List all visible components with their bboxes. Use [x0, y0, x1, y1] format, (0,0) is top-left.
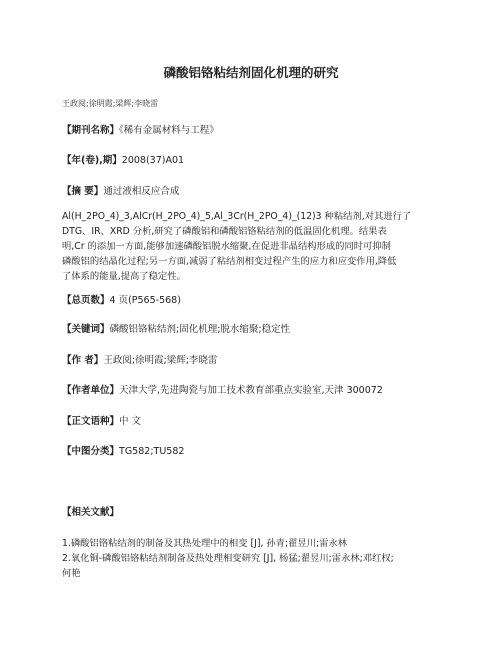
keywords-field: [62, 322, 442, 337]
abstract-label: 【摘 要】: [62, 186, 104, 197]
document-title: 磷酸铝铬粘结剂固化机理的研究: [163, 65, 339, 80]
references-list: [62, 536, 442, 581]
pages-label: 【总页数】: [62, 295, 110, 306]
classification-label: 【中图分类】: [62, 446, 120, 457]
abstract-first-line: 通过液相反应合成: [103, 186, 180, 197]
reference-item: 1.磷酸铝铬粘结剂的制备及其热处理中的相变 [J], 孙青;翟昱川;雷永林: [62, 538, 348, 549]
abstract-line: 了体系的能量,提高了稳定性。: [62, 271, 186, 282]
references-header: [62, 505, 442, 520]
keywords-label: 【关键词】: [62, 324, 110, 335]
year-issue-value: 2008(37)A01: [121, 155, 185, 166]
keywords-value: 磷酸铝铬粘结剂;固化机理;脱水缩聚;稳定性: [109, 324, 291, 335]
affiliation-field: [62, 383, 442, 398]
journal-label: 【期刊名称】: [62, 125, 120, 136]
pages-value: 4 页(P565-568): [109, 295, 181, 306]
affiliation-value: 天津大学,先进陶瓷与加工技术教育部重点实验室,天津 300072: [119, 385, 383, 396]
pages-field: [62, 293, 442, 308]
classification-field: [62, 444, 442, 459]
author-field-label: 【作 者】: [62, 355, 104, 366]
author-line: 王政阅;徐明霞;梁辉;李晓雷: [62, 99, 159, 108]
journal-field: [62, 123, 442, 138]
classification-value: TG582;TU582: [119, 446, 185, 457]
author-field: [62, 353, 442, 368]
references-label: 【相关文献】: [62, 507, 120, 518]
journal-value: 《稀有金属材料与工程》: [119, 125, 219, 136]
abstract-line: 磷酸铝的结晶化过程;另一方面,减弱了粘结剂相变过程产生的应力和应变作用,降低: [62, 256, 397, 267]
abstract-header: [62, 184, 442, 199]
affiliation-label: 【作者单位】: [62, 385, 120, 396]
year-issue-field: [62, 153, 442, 168]
reference-item: 何艳: [62, 568, 81, 579]
abstract-line: Al(H_2PO_4)_3,AlCr(H_2PO_4)_5,Al_3Cr(H_2PO_4)_(12)3 种粘结剂,对其进行了: [62, 211, 412, 222]
author-field-value: 王政阅;徐明霞;梁辉;李晓雷: [103, 355, 218, 366]
language-value: 中 文: [119, 416, 142, 427]
reference-item: 2.氧化铜-磷酸铝铬粘结剂制备及热处理相变研究 [J], 杨猛;翟昱川;雷永林;邓红权;: [62, 553, 394, 564]
abstract-line: 明,Cr 的添加一方面,能够加速磷酸铝脱水缩聚,在促进非晶结构形成的同时可抑制: [62, 241, 391, 252]
year-issue-label: 【年(卷),期】: [62, 155, 122, 166]
abstract-body: [62, 209, 440, 284]
language-label: 【正文语种】: [62, 416, 120, 427]
abstract-line: DTG、IR、XRD 分析,研究了磷酸铝和磷酸铝铬粘结剂的低温固化机理。结果表: [62, 226, 387, 237]
language-field: [62, 414, 442, 429]
